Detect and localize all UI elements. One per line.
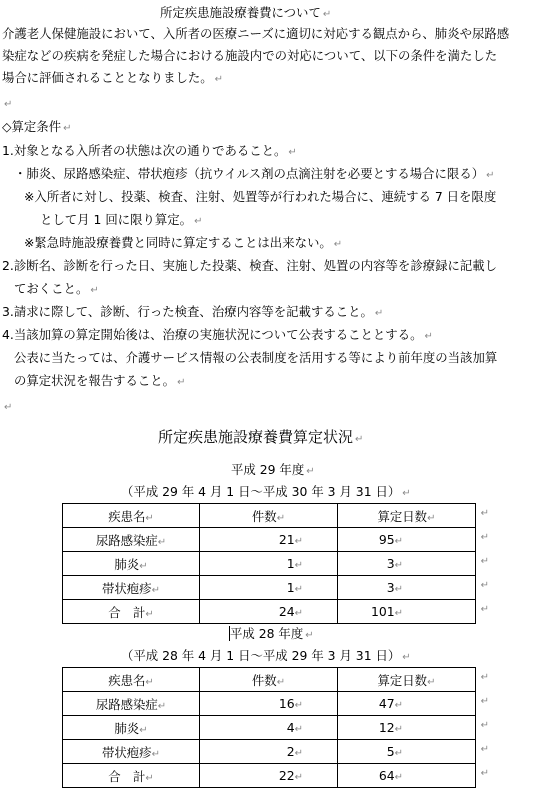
disease-name: 帯状疱疹↵ <box>63 740 200 764</box>
total-days: 64↵ ↵ <box>338 764 476 788</box>
paragraph-mark: ↵ <box>355 434 364 445</box>
condition-1: 1.対象となる入所者の状態は次の通りであること。 ↵ <box>2 143 297 158</box>
case-count: 16↵ <box>200 692 338 716</box>
row-end-mark: ↵ <box>480 768 489 779</box>
intro-line-2: 染症などの疾病を発症した場合における施設内での対応について、以下の条件を満たした <box>2 48 498 63</box>
status-table-h29 <box>62 503 489 624</box>
condition-1-note-1: ※入所者に対し、投薬、検査、注射、処置等が行われた場合に、連続する 7 日を限度 <box>24 189 497 204</box>
paragraph-mark: ↵ <box>214 74 224 85</box>
conditions-heading: ◇算定条件 ↵ <box>2 119 72 134</box>
year-period-h29: （平成 29 年 4 月 1 日～平成 30 年 3 月 31 日） ↵ <box>121 484 411 499</box>
case-count: 1↵ <box>200 552 338 576</box>
case-count: 2↵ <box>200 740 338 764</box>
intro-line-3: 場合に評価されることとなりました。 ↵ <box>2 70 224 85</box>
disease-name: 肺炎↵ <box>63 716 200 740</box>
paragraph-mark: ↵ <box>288 147 297 158</box>
condition-2-cont: ておくこと。 ↵ <box>14 281 99 296</box>
row-end-mark: ↵ <box>480 508 489 519</box>
header-count: 件数↵ <box>200 668 338 692</box>
billing-days: 12↵ ↵ <box>338 716 476 740</box>
paragraph-mark: ↵ <box>424 331 433 342</box>
condition-4: 4.当該加算の算定開始後は、治療の実施状況について公表することとする。 ↵ <box>2 327 433 342</box>
table-total-row <box>63 764 476 788</box>
header-disease: 疾患名↵ <box>63 504 200 528</box>
table-total-row <box>63 600 476 624</box>
intro-line-1: 介護老人保健施設において、入所者の医療ニーズに適切に対応する観点から、肺炎や尿路感 <box>2 26 510 41</box>
paragraph-mark: ↵ <box>486 170 495 181</box>
row-end-mark: ↵ <box>480 532 489 543</box>
total-count: 22↵ <box>200 764 338 788</box>
year-label-h29: 平成 29 年度 ↵ <box>231 462 315 477</box>
table-row <box>63 716 476 740</box>
disease-name: 尿路感染症↵ <box>63 692 200 716</box>
table-row <box>63 552 476 576</box>
total-label: 合 計↵ <box>63 600 200 624</box>
paragraph-mark: ↵ <box>374 308 384 319</box>
case-count: 4↵ <box>200 716 338 740</box>
paragraph-mark: ↵ <box>4 99 13 110</box>
paragraph-mark: ↵ <box>402 488 411 499</box>
billing-days: 5↵ ↵ <box>338 740 476 764</box>
condition-1-note-2: ※緊急時施設療養費と同時に算定することは出来ない。 ↵ <box>24 235 343 250</box>
total-days: 101↵ ↵ <box>338 600 476 624</box>
status-table-h28 <box>62 667 489 788</box>
row-end-mark: ↵ <box>480 556 489 567</box>
paragraph-mark: ↵ <box>177 377 186 388</box>
year-label-h28: 平成 28 年度 ↵ <box>230 626 314 641</box>
row-end-mark: ↵ <box>480 744 489 755</box>
row-end-mark: ↵ <box>480 604 489 615</box>
condition-1-diseases: ・肺炎、尿路感染症、帯状疱疹（抗ウイルス剤の点滴注射を必要とする場合に限る） ↵ <box>14 166 495 181</box>
table-header-row <box>63 668 476 692</box>
total-label: 合 計↵ <box>63 764 200 788</box>
condition-2: 2.診断名、診断を行った日、実施した投薬、検査、注射、処置の内容等を診療録に記載し <box>2 258 498 273</box>
condition-4-note: 公表に当たっては、介護サービス情報の公表制度を活用する等により前年度の当該加算 <box>14 350 498 365</box>
billing-days: 3↵ ↵ <box>338 576 476 600</box>
table-header-row <box>63 504 476 528</box>
status-title: 所定疾患施設療養費算定状況 ↵ <box>158 428 364 446</box>
table-row <box>63 576 476 600</box>
paragraph-mark: ↵ <box>402 652 411 663</box>
paragraph-mark: ↵ <box>305 630 314 641</box>
row-end-mark: ↵ <box>480 580 489 591</box>
header-count: 件数↵ <box>200 504 338 528</box>
disease-name: 帯状疱疹↵ <box>63 576 200 600</box>
table-row <box>63 528 476 552</box>
billing-days: 47↵ ↵ <box>338 692 476 716</box>
blank-paragraph <box>2 398 12 416</box>
header-days: 算定日数↵ ↵ <box>338 668 476 692</box>
case-count: 21↵ <box>200 528 338 552</box>
billing-days: 95↵ ↵ <box>338 528 476 552</box>
year-period-h28: （平成 28 年 4 月 1 日～平成 29 年 3 月 31 日） ↵ <box>121 648 411 663</box>
document-title: 所定疾患施設療養費について ↵ <box>160 5 332 20</box>
paragraph-mark: ↵ <box>194 216 203 227</box>
total-count: 24↵ <box>200 600 338 624</box>
paragraph-mark: ↵ <box>90 285 99 296</box>
paragraph-mark: ↵ <box>63 123 72 134</box>
condition-4-note-cont: の算定状況を報告すること。 ↵ <box>14 373 186 388</box>
row-end-mark: ↵ <box>480 696 489 707</box>
paragraph-mark: ↵ <box>322 9 332 20</box>
paragraph-mark: ↵ <box>4 402 13 413</box>
blank-paragraph <box>2 95 12 113</box>
header-disease: 疾患名↵ <box>63 668 200 692</box>
table-row <box>63 692 476 716</box>
table-row <box>63 740 476 764</box>
condition-1-note-1-cont: として月 1 回に限り算定。 ↵ <box>40 212 203 227</box>
header-days: 算定日数↵ ↵ <box>338 504 476 528</box>
paragraph-mark: ↵ <box>306 466 315 477</box>
disease-name: 尿路感染症↵ <box>63 528 200 552</box>
disease-name: 肺炎↵ <box>63 552 200 576</box>
row-end-mark: ↵ <box>480 720 489 731</box>
billing-days: 3↵ ↵ <box>338 552 476 576</box>
paragraph-mark: ↵ <box>333 239 343 250</box>
condition-3: 3.請求に際して、診断、行った検査、治療内容等を記載すること。 ↵ <box>2 304 384 319</box>
row-end-mark: ↵ <box>480 672 489 683</box>
case-count: 1↵ <box>200 576 338 600</box>
